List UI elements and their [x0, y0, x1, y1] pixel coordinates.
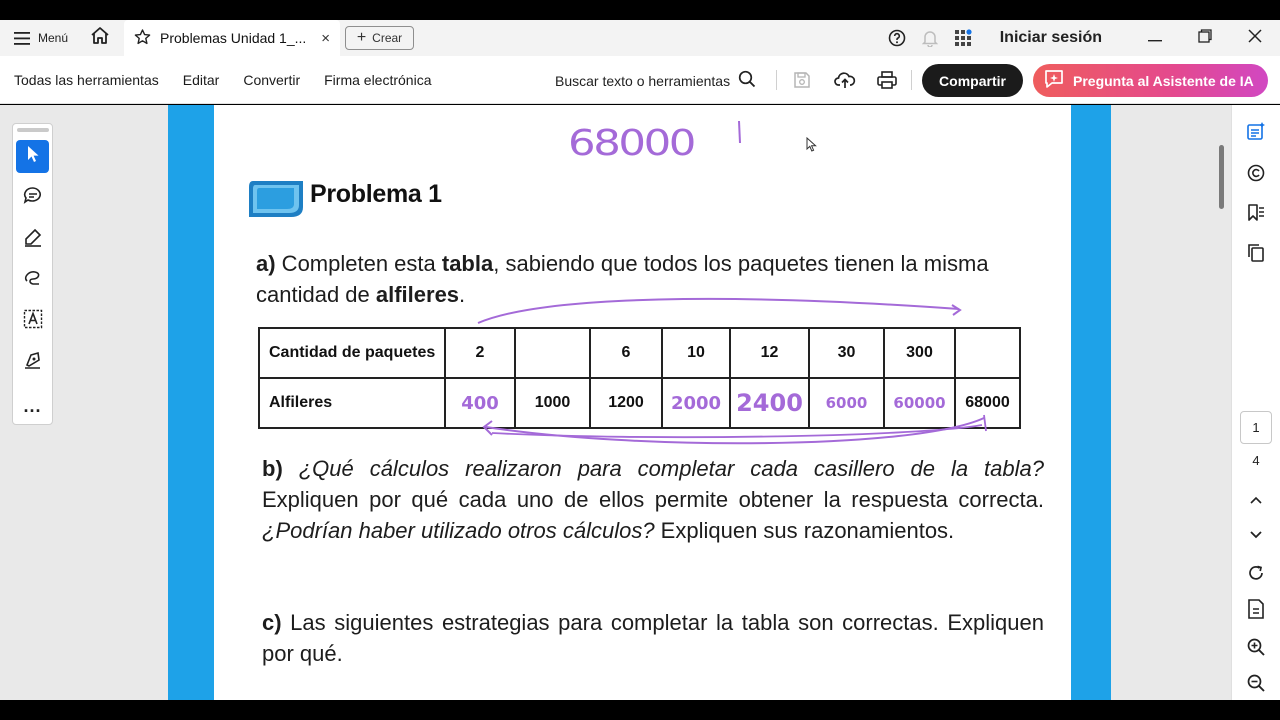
part-a-segment: . [459, 282, 466, 307]
hamburger-icon [14, 32, 30, 45]
part-b-segment: ¿Qué cálculos realizaron para completar cada casillero de la tabla? [282, 456, 1044, 481]
right-rail [1231, 105, 1280, 700]
menu-label: Menú [38, 31, 69, 45]
table-cell: 10 [662, 328, 730, 378]
create-label: Crear [372, 31, 403, 45]
search-tools-button[interactable] [555, 70, 756, 91]
table-cell: 30 [809, 328, 884, 378]
highlight-tool[interactable] [16, 223, 49, 256]
main-area [0, 105, 1280, 700]
fit-page-icon[interactable] [1244, 597, 1268, 621]
cloud-upload-icon[interactable] [833, 68, 857, 92]
minimize-icon [1148, 29, 1162, 47]
handwritten-cell: 400 [445, 378, 515, 428]
handwritten-cell: 2400 [730, 378, 809, 428]
ai-assistant-label: Pregunta al Asistente de IA [1073, 72, 1254, 89]
tab-close-button[interactable]: × [321, 29, 330, 47]
help-icon[interactable] [881, 29, 914, 47]
part-b-segment: Expliquen por qué cada uno de ellos permite obtener la respuesta correcta. [262, 487, 1044, 512]
highlighter-icon [23, 227, 43, 252]
comment-tool[interactable] [16, 181, 49, 214]
select-tool[interactable] [16, 140, 49, 173]
total-pages-label: 4 [1252, 453, 1260, 468]
close-icon [1248, 29, 1262, 48]
table-row [259, 378, 1020, 428]
save-icon[interactable] [790, 68, 814, 92]
apps-icon[interactable] [947, 29, 980, 47]
restore-button[interactable] [1180, 20, 1230, 56]
tab-bar-right [881, 20, 1280, 56]
part-b-segment: Expliquen sus razonamientos. [654, 518, 955, 543]
toolbar-divider [776, 70, 777, 90]
plus-icon: + [356, 29, 367, 46]
zoom-out-icon[interactable] [1244, 671, 1268, 695]
table-cell: 6 [590, 328, 662, 378]
create-button[interactable] [345, 26, 414, 50]
cursor-arrow-icon [25, 145, 41, 168]
restore-icon [1198, 29, 1212, 48]
part-a-segment: , sabiendo que todos los paquetes tienen la misma cantidad de [256, 251, 989, 307]
comments-panel-icon[interactable] [1244, 161, 1268, 185]
part-a-label: a) [256, 251, 276, 276]
vertical-scrollbar[interactable] [1219, 145, 1224, 209]
esign-link[interactable]: Firma electrónica [324, 71, 432, 88]
handwritten-annotation-top [564, 117, 764, 167]
part-b-text [262, 453, 1044, 546]
handwritten-cell: 6000 [809, 378, 884, 428]
table-cell: 1200 [590, 378, 662, 428]
page-margin-band [1071, 105, 1111, 700]
search-tools-label: Buscar texto o herramientas [555, 72, 731, 89]
text-box-icon [23, 309, 43, 334]
search-icon [738, 70, 756, 91]
close-window-button[interactable] [1230, 20, 1280, 56]
home-button[interactable] [82, 20, 118, 56]
all-tools-link[interactable]: Todas las herramientas [14, 71, 159, 88]
part-a-segment: Completen esta [275, 251, 442, 276]
toolbar-divider [911, 70, 912, 90]
signin-link[interactable]: Iniciar sesión [999, 29, 1102, 46]
part-c-label: c) [262, 610, 282, 635]
table-cell: 68000 [955, 378, 1020, 428]
print-icon[interactable] [875, 68, 899, 92]
tab-title: Problemas Unidad 1_... [160, 30, 307, 46]
text-tool[interactable] [16, 305, 49, 338]
bottom-black-bar [0, 700, 1280, 720]
refresh-icon[interactable] [1244, 561, 1268, 585]
ai-summary-icon[interactable] [1244, 119, 1268, 143]
page-up-icon[interactable] [1244, 488, 1268, 512]
packages-table [258, 327, 1021, 429]
table-cell [515, 328, 590, 378]
part-c-text [262, 607, 1044, 669]
pen-nib-icon [23, 350, 43, 375]
table-cell: 2 [445, 328, 515, 378]
document-tab[interactable] [124, 20, 340, 56]
minimize-button[interactable] [1130, 20, 1180, 56]
handwritten-cell: 60000 [884, 378, 955, 428]
handwritten-number: 68000 [568, 123, 695, 164]
table-cell: Alfileres [259, 378, 445, 428]
table-cell [955, 328, 1020, 378]
menu-button[interactable] [0, 20, 82, 56]
top-black-bar [0, 0, 1280, 20]
share-button[interactable]: Compartir [922, 64, 1023, 97]
part-a-text [256, 248, 1036, 310]
star-icon[interactable] [134, 29, 151, 48]
tab-bar [0, 20, 1280, 56]
edit-link[interactable]: Editar [182, 71, 220, 88]
copy-pages-icon[interactable] [1244, 241, 1268, 265]
table-cell: 1000 [515, 378, 590, 428]
zoom-in-icon[interactable] [1244, 635, 1268, 659]
sign-tool[interactable] [16, 346, 49, 379]
draw-tool[interactable] [16, 264, 49, 297]
table-cell: Cantidad de paquetes [259, 328, 445, 378]
convert-link[interactable]: Convertir [243, 71, 301, 88]
table-row [259, 328, 1020, 378]
freehand-draw-icon [23, 269, 43, 292]
page-down-icon[interactable] [1244, 523, 1268, 547]
bell-icon[interactable] [914, 29, 947, 47]
ai-assistant-button[interactable] [1033, 64, 1268, 97]
page-margin-band [168, 105, 214, 700]
mouse-cursor-icon [806, 137, 818, 153]
problem-logo-icon [247, 177, 307, 219]
part-a-bold: alfileres [375, 282, 460, 307]
ai-assistant-icon [1043, 69, 1065, 92]
current-page-input[interactable]: 1 [1240, 411, 1272, 444]
part-b-segment: ¿Podrían haber utilizado otros cálculos? [262, 518, 655, 543]
comment-icon [23, 186, 43, 209]
table-cell: 300 [884, 328, 955, 378]
part-a-bold: tabla [441, 251, 494, 276]
table-cell: 12 [730, 328, 809, 378]
tools-bar [0, 56, 1280, 104]
part-b-label: b) [262, 456, 283, 481]
more-tools-button[interactable]: ... [23, 396, 42, 416]
handwritten-cell: 2000 [662, 378, 730, 428]
left-toolbox [12, 123, 53, 425]
document-page [214, 105, 1071, 700]
home-icon [90, 26, 110, 50]
problem-title: Problema 1 [310, 180, 442, 208]
part-c-segment: Las siguientes estrategias para completar la tabla son correctas. Expliquen por qué. [262, 610, 1044, 666]
bookmarks-icon[interactable] [1244, 201, 1268, 225]
toolbox-grip[interactable] [17, 128, 49, 132]
